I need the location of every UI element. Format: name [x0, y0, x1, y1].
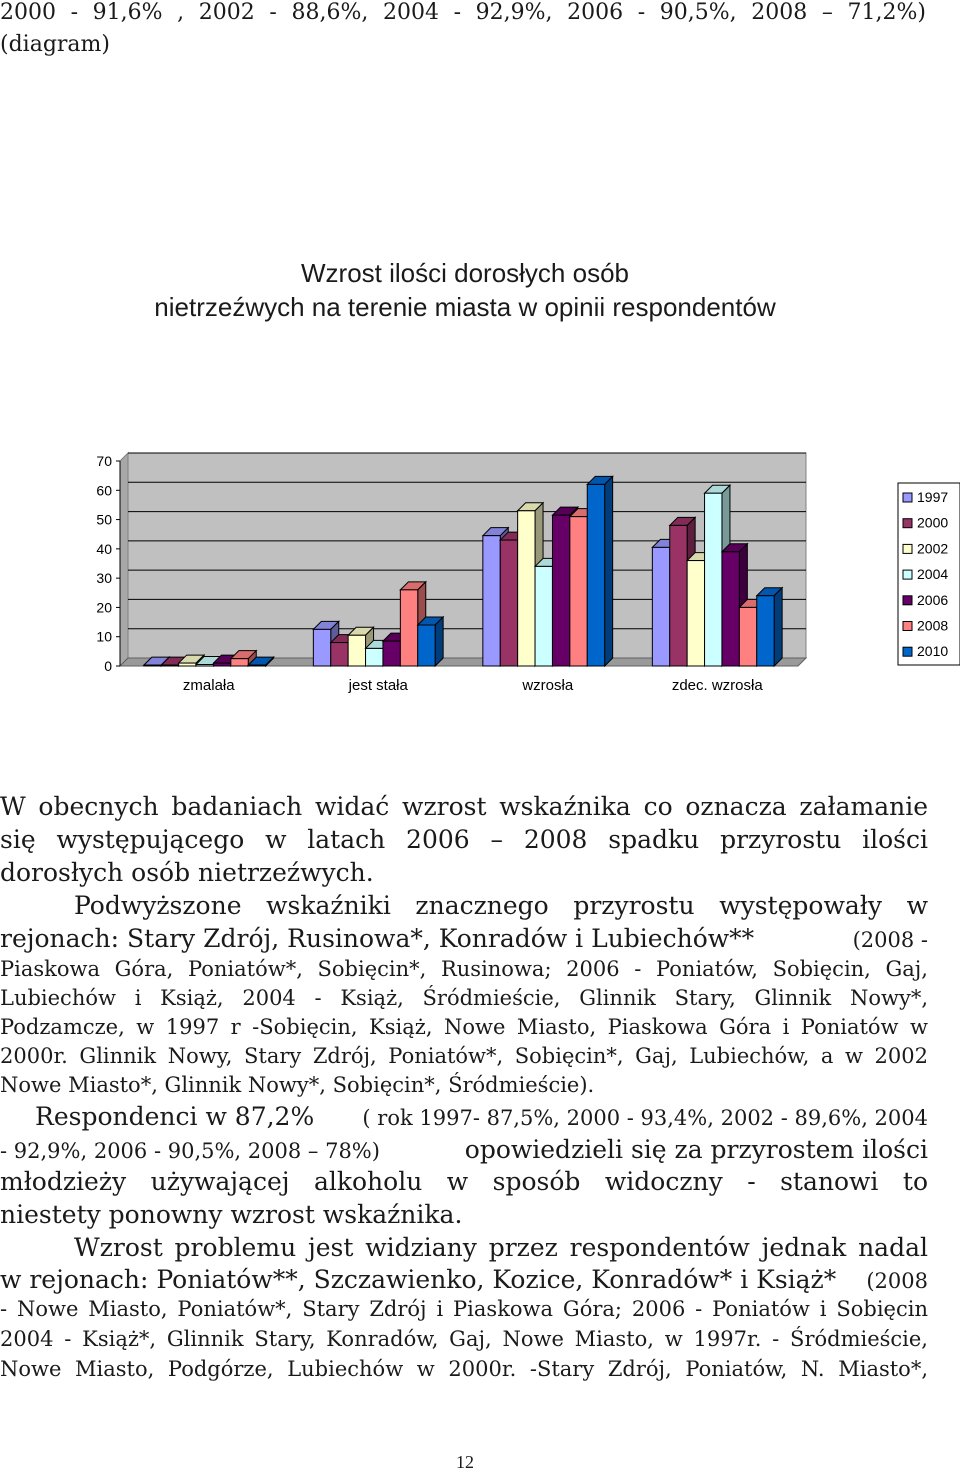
- bar: [535, 566, 552, 666]
- bar: [483, 536, 500, 666]
- p4-line-4: 2004 - Książ*, Glinnik Stary, Konradów, Gaj, Nowe Miasto, w 1997r. - Śródmieście,: [0, 1327, 928, 1351]
- bar: [331, 643, 348, 666]
- legend-label: 2008: [917, 617, 949, 634]
- bar-side: [435, 617, 443, 666]
- bar: [383, 641, 400, 666]
- bar: [722, 552, 739, 666]
- bar: [196, 665, 213, 666]
- legend-swatch: [903, 570, 912, 579]
- bar: [348, 635, 365, 666]
- y-tick-label: 60: [96, 482, 112, 499]
- bar-chart: [80, 445, 960, 705]
- legend-label: 2010: [917, 643, 949, 660]
- bar-side: [774, 588, 782, 666]
- y-tick-label: 40: [96, 540, 112, 557]
- p2-line-5: Podzamcze, w 1997 r -Sobięcin, Książ, Nowe Miasto, Piaskowa Góra i Poniatów w: [0, 1015, 928, 1039]
- bar: [213, 663, 230, 666]
- p3-line-1-tail: ( rok 1997- 87,5%, 2000 - 93,4%, 2002 - 89,6%, 2004: [362, 1106, 928, 1130]
- p2-line-2: [0, 924, 928, 953]
- legend-label: 1997: [917, 489, 949, 505]
- bar: [144, 665, 161, 666]
- legend-swatch: [903, 596, 912, 605]
- p2-line-1: Podwyższone wskaźniki znacznego przyrostu występowały w: [74, 891, 928, 920]
- p2-line-2-tail: (2008 -: [852, 928, 928, 952]
- x-category-label: zdec. wzrosła: [671, 677, 763, 694]
- p2-line-3: Piaskowa Góra, Poniatów*, Sobięcin*, Rusinowa; 2006 - Poniatów, Sobięcin, Gaj,: [0, 957, 928, 981]
- p1-line-2: się występującego w latach 2006 – 2008 spadku przyrostu ilości: [0, 825, 928, 854]
- bar: [161, 665, 178, 666]
- y-tick-label: 10: [96, 628, 112, 645]
- y-tick-label: 20: [96, 599, 112, 616]
- legend-label: 2006: [917, 591, 949, 608]
- legend-label: 2002: [917, 540, 949, 557]
- bar: [552, 515, 569, 666]
- p3-line-1-main: Respondenci w 87,2%: [35, 1102, 315, 1131]
- bar: [652, 547, 669, 666]
- intro-line-2: (diagram): [0, 32, 110, 57]
- page-number: 12: [456, 1452, 474, 1472]
- bar-side: [605, 476, 613, 666]
- p3-line-1: [35, 1102, 928, 1131]
- bar: [518, 511, 535, 666]
- bar: [587, 484, 604, 666]
- legend-swatch: [903, 493, 912, 502]
- p4-line-3: - Nowe Miasto, Poniatów*, Stary Zdrój i Piaskowa Góra; 2006 - Poniatów i Sobięcin: [0, 1297, 928, 1321]
- p2-line-2-main: rejonach: Stary Zdrój, Rusinowa*, Konradów i Lubiechów**: [0, 924, 755, 953]
- p3-line-3: młodzieży używającej alkoholu w sposób widoczny - stanowi to: [0, 1167, 928, 1196]
- legend-swatch: [903, 622, 912, 631]
- p3-line-2-main: opowiedzieli się za przyrostem ilości: [464, 1135, 928, 1164]
- bar: [366, 648, 383, 666]
- p4-line-2-tail: (2008: [866, 1269, 928, 1293]
- bar: [500, 540, 517, 666]
- bar: [757, 596, 774, 666]
- p4-line-2-main: w rejonach: Poniatów**, Szczawienko, Kozice, Konradów* i Książ*: [0, 1265, 837, 1294]
- chart-side-wall: [120, 453, 128, 666]
- bar: [400, 590, 417, 666]
- bar: [705, 493, 722, 666]
- p2-line-6: 2000r. Glinnik Nowy, Stary Zdrój, Poniatów*, Sobięcin*, Gaj, Lubiechów, a w 2002: [0, 1044, 928, 1068]
- legend-swatch: [903, 647, 912, 656]
- y-tick-label: 70: [96, 453, 112, 469]
- x-category-label: jest stała: [348, 677, 408, 694]
- bar: [570, 517, 587, 666]
- legend-label: 2004: [917, 566, 949, 583]
- p3-line-2: [0, 1135, 928, 1164]
- p4-line-5: Nowe Miasto, Podgórze, Lubiechów w 2000r. -Stary Zdrój, Poniatów, N. Miasto*,: [0, 1357, 928, 1381]
- p1-line-1: W obecnych badaniach widać wzrost wskaźnika co oznacza załamanie: [0, 792, 928, 821]
- y-tick-label: 30: [96, 570, 112, 587]
- chart-title-line-1: Wzrost ilości dorosłych osób: [301, 258, 629, 288]
- legend-swatch: [903, 544, 912, 553]
- p1-line-3: dorosłych osób nietrzeźwych.: [0, 858, 374, 887]
- x-category-label: wzrosła: [522, 677, 574, 694]
- p3-line-2-head: - 92,9%, 2006 - 90,5%, 2008 – 78%): [0, 1139, 380, 1163]
- y-tick-label: 0: [104, 658, 112, 674]
- p2-line-4: Lubiechów i Książ, 2004 - Książ, Śródmieście, Glinnik Stary, Glinnik Nowy*,: [0, 986, 928, 1010]
- p4-line-2: [0, 1265, 928, 1294]
- y-tick-label: 50: [96, 511, 112, 528]
- bar: [179, 663, 196, 666]
- x-category-label: zmalała: [182, 677, 235, 694]
- chart-title-line-2: nietrzeźwych na terenie miasta w opinii respondentów: [154, 292, 776, 322]
- p2-line-7: Nowe Miasto*, Glinnik Nowy*, Sobięcin*, Śródmieście).: [0, 1073, 595, 1097]
- p4-line-1: Wzrost problemu jest widziany przez respondentów jednak nadal: [74, 1233, 928, 1262]
- intro-line-1: 2000 - 91,6% , 2002 - 88,6%, 2004 - 92,9%, 2006 - 90,5%, 2008 – 71,2%): [0, 0, 926, 25]
- bar: [670, 525, 687, 666]
- legend-swatch: [903, 519, 912, 528]
- bar: [231, 659, 248, 666]
- bar: [248, 665, 265, 666]
- p3-line-4: niestety ponowny wzrost wskaźnika.: [0, 1200, 463, 1229]
- bar: [739, 607, 756, 666]
- bar: [687, 561, 704, 666]
- bar: [313, 629, 330, 666]
- bar: [418, 625, 435, 666]
- legend-label: 2000: [917, 514, 949, 531]
